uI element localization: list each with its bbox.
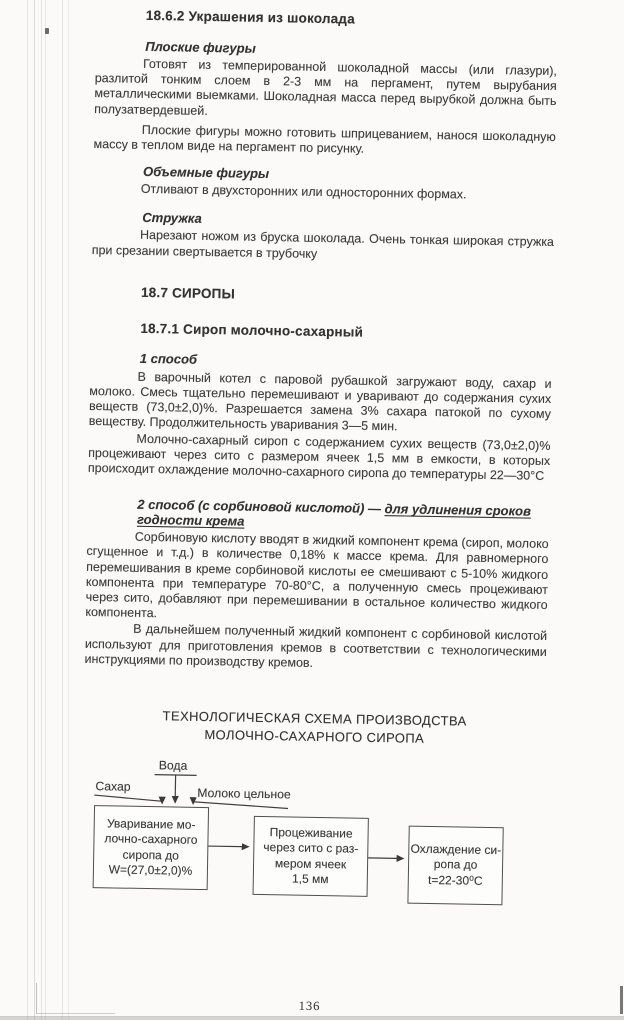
- flow-step-line: Охлаждение си-: [410, 841, 502, 858]
- process-flow-diagram: [79, 756, 545, 999]
- paragraph-method-2-a: Сорбиновую кислоту вводят в жидкий компонент крема (сироп, молоко сгущенное и т.д.) в количестве 0,18% к массе крема. Для равномерного перемешивания в креме сорбиновой кислоты ее смешивают с 5-10% жидкого компонента при температуре 70-80°С, а полученную смесь процеживают через сито, добавляют при перемешивании в остальное количество жидкого компонента.: [85, 530, 549, 621]
- flow-step-line: Уваривание мо-: [106, 815, 196, 832]
- section-heading-18-6-2: 18.6.2 Украшения из шоколада: [145, 7, 355, 27]
- flow-step-line: ропа до: [433, 857, 478, 873]
- flow-step-line: мером ячеек: [274, 855, 347, 872]
- flow-step-line: t=22-30⁰С: [427, 872, 483, 888]
- paragraph-flat-figures-2: Плоские фигуры можно готовить шприцеванием, нанося шоколадную массу в теплом виде на пергамент по рисунку.: [93, 122, 556, 156]
- paragraph-shavings: Нарезают ножом из бруска шоколада. Очень тонкая широкая стружка при срезании свертывается в трубочку: [91, 228, 555, 261]
- section-heading-18-7: 18.7 СИРОПЫ: [140, 284, 236, 302]
- flow-step-line: через сито с раз-: [263, 840, 359, 856]
- scan-edge-mark: [620, 986, 623, 1014]
- subheading-volume-figures: Объемные фигуры: [143, 164, 270, 182]
- flow-step-line: лочно-сахарного: [104, 831, 198, 847]
- scan-streak: [68, 0, 69, 1020]
- paragraph-method-1-a: В варочный котел с паровой рубашкой загружают воду, сахар и молоко. Смесь тщательно перемешивают и уваривают до содержания сухих веществ (73,0±2,0)%. Разрешается замена 3% сахара патокой по сухому веществу. Продолжительность уваривания 3—5 мин.: [88, 369, 552, 434]
- paragraph-method-1-b: Молочно-сахарный сироп с содержанием сухих веществ (73,0±2,0)% процеживают через сито с размером ячеек 1,5 мм в емкости, в которых происходит охлаждение молочно-сахарного сиропа до температуры 22—30°С: [87, 431, 551, 483]
- input-label-sugar: Сахар: [95, 779, 131, 794]
- page-content: [78, 7, 557, 1018]
- subheading-method-1: 1 способ: [139, 350, 198, 367]
- paragraph-method-2-b: В дальнейшем полученный жидкий компонент с сорбиновой кислотой используют для приготовления кремов в соответствии с технологическими инструкциями по производству кремов.: [84, 622, 548, 670]
- flow-step-line: 1,5 мм: [291, 871, 329, 887]
- scan-streak: [41, 0, 42, 1020]
- subheading-flat-figures: Плоские фигуры: [145, 38, 256, 56]
- section-heading-18-7-1: 18.7.1 Сироп молочно-сахарный: [140, 320, 364, 340]
- flow-step-line: Процеживание: [269, 824, 353, 841]
- method-2-title-underlined: для удлинения сроков годности крема: [136, 501, 532, 529]
- flow-step-straining-box: [253, 816, 369, 897]
- scan-streak: [34, 0, 35, 1020]
- flow-step-cooling-box: [407, 826, 503, 906]
- flow-step-line: сиропа до: [122, 847, 179, 863]
- subheading-method-2: [137, 497, 549, 534]
- input-label-water: Вода: [158, 758, 188, 773]
- scan-streak: [27, 0, 28, 1020]
- diagram-title-line-1: ТЕХНОЛОГИЧЕСКАЯ СХЕМА ПРОИЗВОДСТВА: [162, 708, 467, 729]
- flow-step-line: W=(27,0±2,0)%: [108, 862, 193, 878]
- paragraph-volume-figures: Отливают в двухсторонних или односторонних формах.: [140, 182, 467, 202]
- input-label-whole-milk: Молоко цельное: [197, 785, 291, 802]
- diagram-title: [83, 706, 546, 750]
- diagram-title-line-2: МОЛОЧНО-САХАРНОГО СИРОПА: [204, 727, 425, 746]
- page-number: 136: [298, 998, 321, 1014]
- scan-streak: [45, 0, 46, 1020]
- flow-step-boiling-box: [93, 805, 209, 890]
- method-2-title: 2 способ (с сорбиновой кислотой) —: [137, 497, 385, 517]
- subheading-shavings: Стружка: [142, 210, 202, 227]
- scan-streak: [62, 0, 63, 1020]
- paragraph-flat-figures-1: Готовят из темперированной шоколадной массы (или глазури), разлитой тонким слоем в 2-3 мм на пергамент, путем вырубания металлическими выемками. Шоколадная масса перед вырубкой должна быть полузатвердевшей.: [94, 56, 558, 118]
- scan-speck: [45, 28, 49, 34]
